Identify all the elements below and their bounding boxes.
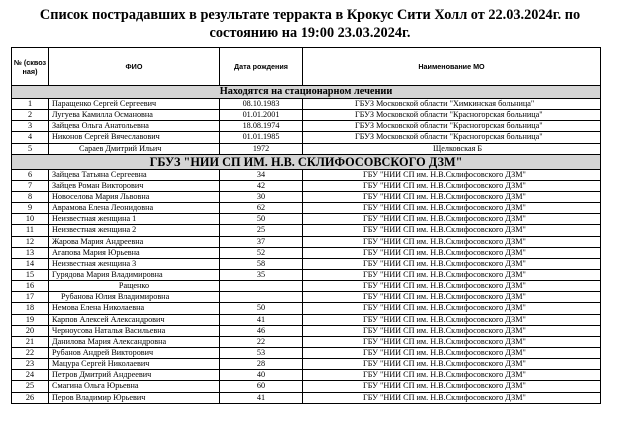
title-line-1: Список пострадавших в результате терракта в Крокус Сити Холл от 22.03.2024г. по — [39, 7, 581, 23]
cell-institution: ГБУ "НИИ СП им. Н.В.Склифосовского ДЗМ" — [303, 347, 601, 358]
cell-dob — [220, 292, 303, 303]
cell-dob: 25 — [220, 225, 303, 236]
cell-name: Черноусова Наталья Васильевна — [49, 325, 220, 336]
table-row — [12, 392, 601, 403]
table-row — [12, 347, 601, 358]
cell-name: Паращенко Сергей Сергеевич — [49, 99, 220, 110]
cell-num: 5 — [12, 143, 49, 154]
cell-dob: 01.01.2001 — [220, 110, 303, 121]
cell-name: Карпов Алексей Александрович — [49, 314, 220, 325]
cell-institution: ГБУ "НИИ СП им. Н.В.Склифосовского ДЗМ" — [303, 236, 601, 247]
table-row — [12, 225, 601, 236]
cell-name: Данилова Мария Александровна — [49, 336, 220, 347]
title-line-2: состоянию на 19:00 23.03.2024г. — [209, 25, 411, 41]
table-body — [12, 86, 601, 404]
cell-institution: Щелковская Б — [303, 143, 601, 154]
table-row — [12, 191, 601, 202]
table-row — [12, 325, 601, 336]
cell-name: Новоселова Мария Львовна — [49, 191, 220, 202]
cell-num: 19 — [12, 314, 49, 325]
cell-num: 2 — [12, 110, 49, 121]
cell-institution: ГБУ "НИИ СП им. Н.В.Склифосовского ДЗМ" — [303, 281, 601, 292]
table-row — [12, 214, 601, 225]
table-row — [12, 359, 601, 370]
cell-num: 13 — [12, 247, 49, 258]
cell-institution: ГБУ "НИИ СП им. Н.В.Склифосовского ДЗМ" — [303, 392, 601, 403]
cell-dob: 42 — [220, 180, 303, 191]
cell-num: 10 — [12, 214, 49, 225]
cell-dob: 28 — [220, 359, 303, 370]
table-row — [12, 269, 601, 280]
cell-dob: 40 — [220, 370, 303, 381]
table-row — [12, 110, 601, 121]
cell-num: 20 — [12, 325, 49, 336]
header-dob: Дата рождения — [220, 48, 303, 86]
cell-dob: 60 — [220, 381, 303, 392]
table-row — [12, 132, 601, 143]
document-title — [4, 6, 616, 42]
cell-name: Петров Дмитрий Андреевич — [49, 370, 220, 381]
table-header-row — [12, 48, 601, 86]
cell-num: 26 — [12, 392, 49, 403]
table-row — [12, 303, 601, 314]
cell-institution: ГБУЗ Московской области "Красногорская больница" — [303, 132, 601, 143]
cell-dob: 30 — [220, 191, 303, 202]
cell-num: 12 — [12, 236, 49, 247]
header-name: ФИО — [49, 48, 220, 86]
cell-name: Рубанов Андрей Викторович — [49, 347, 220, 358]
cell-name: Зайцева Ольга Анатольевна — [49, 121, 220, 132]
cell-institution: ГБУ "НИИ СП им. Н.В.Склифосовского ДЗМ" — [303, 292, 601, 303]
table-row — [12, 314, 601, 325]
table-row — [12, 336, 601, 347]
cell-num: 21 — [12, 336, 49, 347]
cell-num: 17 — [12, 292, 49, 303]
cell-name: Смагина Ольга Юрьевна — [49, 381, 220, 392]
cell-num: 15 — [12, 269, 49, 280]
cell-institution: ГБУЗ Московской области "Красногорская больница" — [303, 110, 601, 121]
cell-name: Ращенко — [49, 281, 220, 292]
cell-institution: ГБУ "НИИ СП им. Н.В.Склифосовского ДЗМ" — [303, 359, 601, 370]
cell-num: 9 — [12, 203, 49, 214]
table-row — [12, 203, 601, 214]
cell-institution: ГБУ "НИИ СП им. Н.В.Склифосовского ДЗМ" — [303, 214, 601, 225]
cell-num: 22 — [12, 347, 49, 358]
cell-institution: ГБУ "НИИ СП им. Н.В.Склифосовского ДЗМ" — [303, 303, 601, 314]
cell-num: 23 — [12, 359, 49, 370]
table-row — [12, 143, 601, 154]
table-row — [12, 247, 601, 258]
cell-dob: 52 — [220, 247, 303, 258]
cell-name: Рубанова Юлия Владимировна — [49, 292, 220, 303]
cell-name: Неизвестная женщина 2 — [49, 225, 220, 236]
cell-num: 18 — [12, 303, 49, 314]
cell-dob: 35 — [220, 269, 303, 280]
cell-name: Лугуева Камилла Османовна — [49, 110, 220, 121]
cell-dob: 46 — [220, 325, 303, 336]
section-title-inpatient: Находятся на стационарном лечении — [12, 86, 601, 99]
table-row — [12, 169, 601, 180]
cell-institution: ГБУ "НИИ СП им. Н.В.Склифосовского ДЗМ" — [303, 370, 601, 381]
cell-dob: 37 — [220, 236, 303, 247]
cell-name: Аврамова Елена Леонидовна — [49, 203, 220, 214]
table-row — [12, 236, 601, 247]
cell-dob: 41 — [220, 314, 303, 325]
table-row — [12, 281, 601, 292]
cell-num: 7 — [12, 180, 49, 191]
cell-name: Никонов Сергей Вячеславович — [49, 132, 220, 143]
cell-dob: 22 — [220, 336, 303, 347]
cell-institution: ГБУ "НИИ СП им. Н.В.Склифосовского ДЗМ" — [303, 314, 601, 325]
cell-dob — [220, 281, 303, 292]
cell-dob: 1972 — [220, 143, 303, 154]
header-institution: Наименование МО — [303, 48, 601, 86]
cell-dob: 18.08.1974 — [220, 121, 303, 132]
section-title-sklifosovsky: ГБУЗ "НИИ СП ИМ. Н.В. СКЛИФОСОВСКОГО ДЗМ" — [12, 154, 601, 169]
cell-institution: ГБУЗ Московской области "Химкинская больница" — [303, 99, 601, 110]
cell-name: Зайцева Татьяна Сергеевна — [49, 169, 220, 180]
section-row-sklifosovsky — [12, 154, 601, 169]
cell-num: 8 — [12, 191, 49, 202]
cell-dob: 53 — [220, 347, 303, 358]
cell-name: Мацура Сергей Николаевич — [49, 359, 220, 370]
cell-name: Гурядова Мария Владимировна — [49, 269, 220, 280]
table-row — [12, 381, 601, 392]
cell-name: Сараев Дмитрий Ильич — [49, 143, 220, 154]
cell-institution: ГБУ "НИИ СП им. Н.В.Склифосовского ДЗМ" — [303, 180, 601, 191]
cell-num: 25 — [12, 381, 49, 392]
cell-name: Жарова Мария Андреевна — [49, 236, 220, 247]
cell-num: 14 — [12, 258, 49, 269]
cell-institution: ГБУ "НИИ СП им. Н.В.Склифосовского ДЗМ" — [303, 203, 601, 214]
table-row — [12, 370, 601, 381]
cell-institution: ГБУ "НИИ СП им. Н.В.Склифосовского ДЗМ" — [303, 325, 601, 336]
cell-institution: ГБУ "НИИ СП им. Н.В.Склифосовского ДЗМ" — [303, 247, 601, 258]
cell-num: 16 — [12, 281, 49, 292]
cell-institution: ГБУ "НИИ СП им. Н.В.Склифосовского ДЗМ" — [303, 258, 601, 269]
cell-name: Неизвестная женщина 1 — [49, 214, 220, 225]
cell-name: Зайцев Роман Викторович — [49, 180, 220, 191]
cell-name: Перов Владимир Юрьевич — [49, 392, 220, 403]
table-row — [12, 99, 601, 110]
cell-dob: 34 — [220, 169, 303, 180]
cell-institution: ГБУЗ Московской области "Красногорская больница" — [303, 121, 601, 132]
cell-institution: ГБУ "НИИ СП им. Н.В.Склифосовского ДЗМ" — [303, 336, 601, 347]
cell-num: 24 — [12, 370, 49, 381]
table-row — [12, 180, 601, 191]
header-num: № (сквоз ная) — [12, 48, 49, 86]
table-row — [12, 292, 601, 303]
cell-dob: 41 — [220, 392, 303, 403]
cell-num: 6 — [12, 169, 49, 180]
cell-name: Неизвестная женщина 3 — [49, 258, 220, 269]
cell-institution: ГБУ "НИИ СП им. Н.В.Склифосовского ДЗМ" — [303, 169, 601, 180]
cell-num: 3 — [12, 121, 49, 132]
cell-dob: 58 — [220, 258, 303, 269]
cell-num: 4 — [12, 132, 49, 143]
cell-dob: 50 — [220, 214, 303, 225]
cell-num: 1 — [12, 99, 49, 110]
cell-num: 11 — [12, 225, 49, 236]
cell-name: Агапова Мария Юрьевна — [49, 247, 220, 258]
cell-institution: ГБУ "НИИ СП им. Н.В.Склифосовского ДЗМ" — [303, 269, 601, 280]
cell-institution: ГБУ "НИИ СП им. Н.В.Склифосовского ДЗМ" — [303, 381, 601, 392]
victims-table — [11, 47, 601, 404]
cell-dob: 01.01.1985 — [220, 132, 303, 143]
cell-dob: 08.10.1983 — [220, 99, 303, 110]
cell-name: Немова Елена Николаевна — [49, 303, 220, 314]
table-row — [12, 258, 601, 269]
cell-institution: ГБУ "НИИ СП им. Н.В.Склифосовского ДЗМ" — [303, 191, 601, 202]
cell-dob: 62 — [220, 203, 303, 214]
table-row — [12, 121, 601, 132]
cell-institution: ГБУ "НИИ СП им. Н.В.Склифосовского ДЗМ" — [303, 225, 601, 236]
section-row-inpatient — [12, 86, 601, 99]
cell-dob: 50 — [220, 303, 303, 314]
